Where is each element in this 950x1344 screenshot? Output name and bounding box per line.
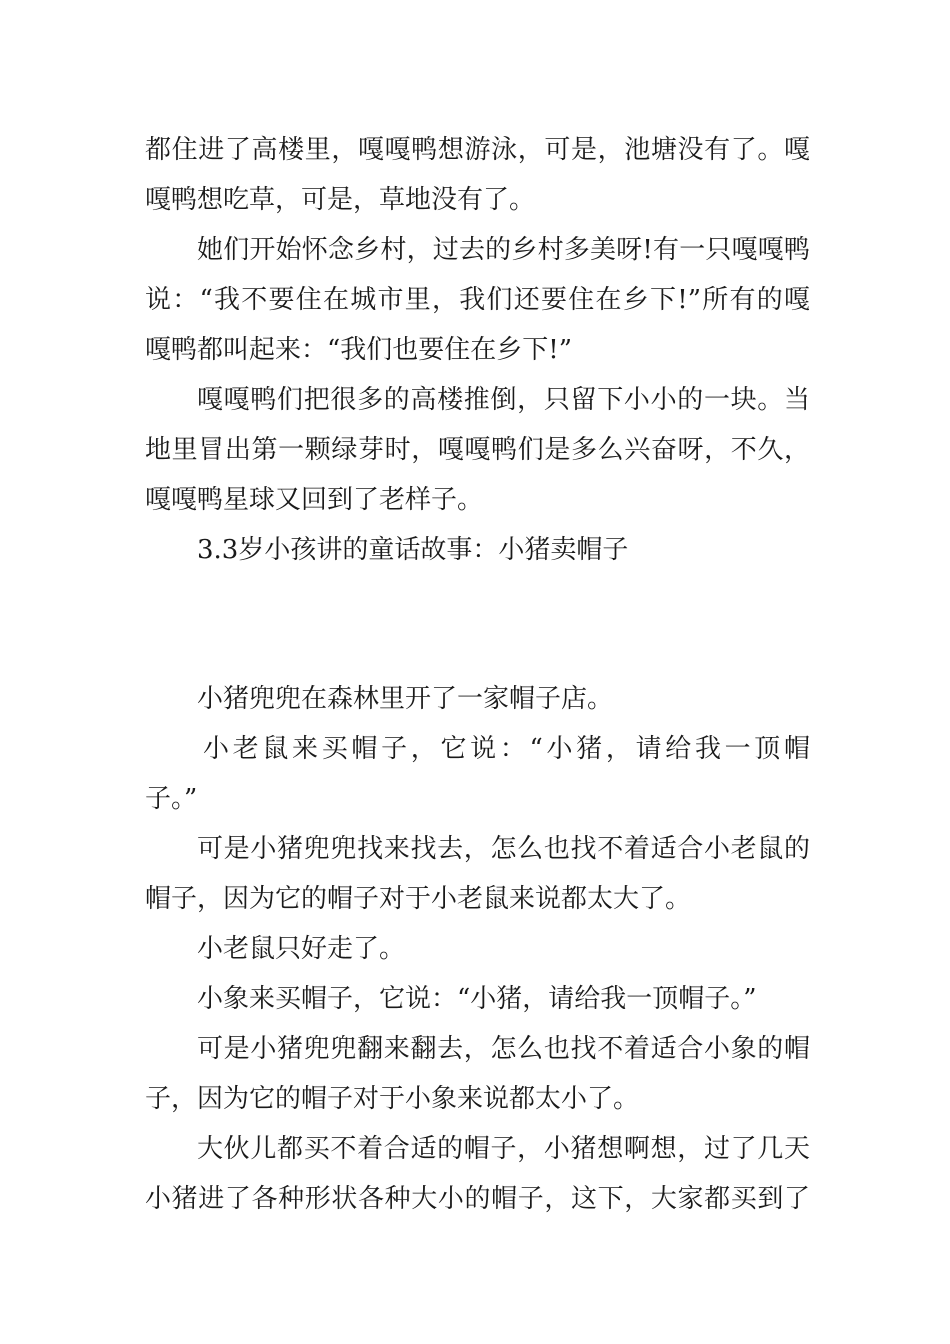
- text-line: 小猪兜兜在森林里开了一家帽子店。: [197, 684, 614, 714]
- text-line: 都住进了高楼里，嘎嘎鸭想游泳，可是，池塘没有了。嘎: [145, 135, 810, 165]
- text-line: 嘎鸭都叫起来：“我们也要住在乡下!”: [145, 335, 573, 365]
- text-line: 可是小猪兜兜翻来翻去，怎么也找不着适合小象的帽: [197, 1034, 810, 1064]
- text-line: 小老鼠只好走了。: [197, 934, 406, 964]
- text-line: 小老鼠来买帽子，它说：“小猪，请给我一顶帽: [203, 734, 810, 764]
- text-line: 地里冒出第一颗绿芽时，嘎嘎鸭们是多么兴奋呀，不久，: [145, 435, 810, 465]
- text-line: 子，因为它的帽子对于小象来说都太小了。: [145, 1084, 640, 1114]
- text-line: 说：“我不要住在城市里，我们还要住在乡下!”所有的嘎: [145, 285, 810, 315]
- text-line: 帽子，因为它的帽子对于小老鼠来说都太大了。: [145, 884, 692, 914]
- text-line: 小象来买帽子，它说：“小猪，请给我一顶帽子。”: [197, 984, 757, 1014]
- section-heading: 3.3岁小孩讲的童话故事：小猪卖帽子: [197, 535, 629, 565]
- text-line: 子。”: [145, 784, 198, 814]
- text-line: 嘎嘎鸭星球又回到了老样子。: [145, 485, 484, 515]
- text-line: 大伙儿都买不着合适的帽子，小猪想啊想，过了几天: [197, 1134, 810, 1164]
- text-line: 可是小猪兜兜找来找去，怎么也找不着适合小老鼠的: [197, 834, 810, 864]
- text-line: 嘎鸭想吃草，可是，草地没有了。: [145, 185, 536, 215]
- text-line: 嘎嘎鸭们把很多的高楼推倒，只留下小小的一块。当: [197, 385, 810, 415]
- text-line: 小猪进了各种形状各种大小的帽子，这下，大家都买到了: [145, 1184, 810, 1214]
- text-line: 她们开始怀念乡村，过去的乡村多美呀!有一只嘎嘎鸭: [197, 235, 810, 265]
